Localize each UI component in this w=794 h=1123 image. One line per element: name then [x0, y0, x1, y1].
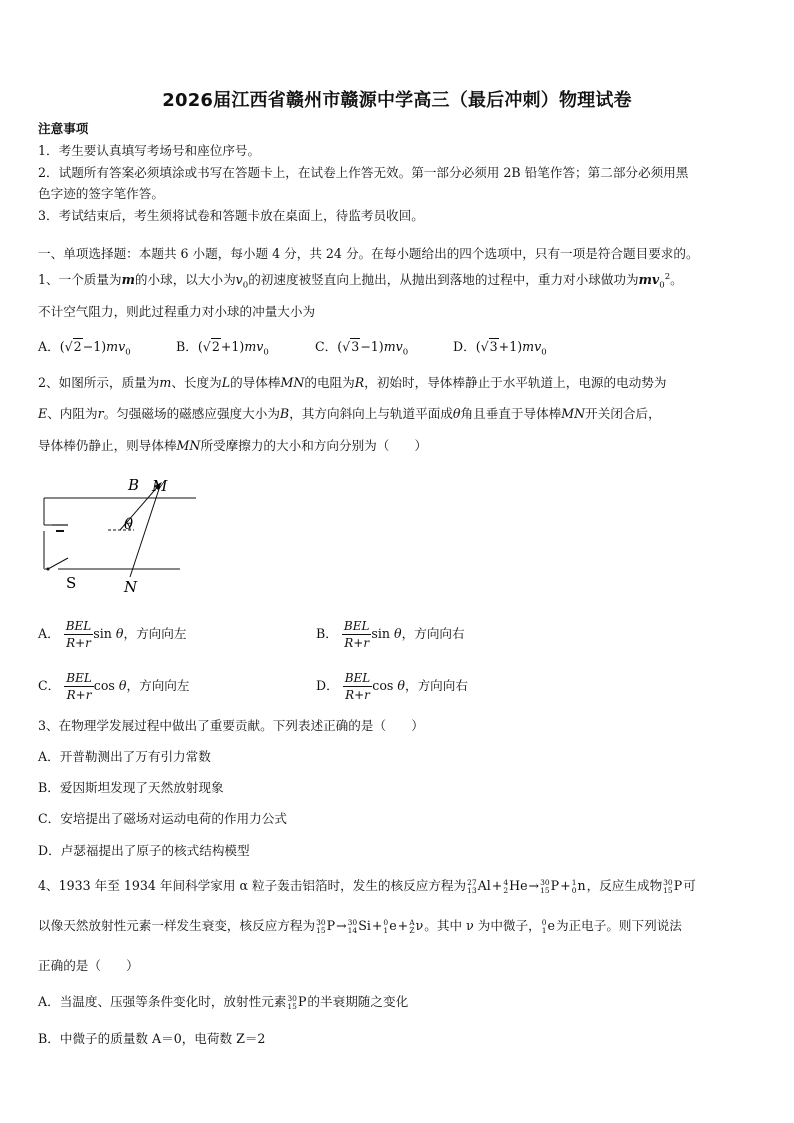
q2-option-d[interactable]: D． $\frac{\text{BEL}}{R+r}$ cos θ，方向向右: [316, 671, 468, 702]
q1-option-b[interactable]: B．$(√2+1)mv_0$: [176, 339, 269, 358]
q1-option-c[interactable]: C．$(√3-1)mv_0$: [315, 339, 409, 358]
conductor-rod: [130, 486, 160, 577]
circuit-figure: [38, 472, 208, 600]
question-3-stem: 3、在物理学发展过程中做出了重要贡献。下列表述正确的是（ ）: [38, 718, 424, 733]
notice-item: 色字迹的签字笔作答。: [38, 186, 164, 201]
nuclide-p: 30 15P: [663, 877, 683, 895]
notice-item: 1．考生要认真填写考场号和座位序号。: [38, 143, 261, 158]
q1-option-d[interactable]: D．$(√3+1)mv_0$: [453, 339, 547, 358]
question-4-line-2: 以像天然放射性元素一样发生衰变，核反应方程为30 15P→30 14Si+0 1e+A Zν。其中 ν 为中微子，0 1e为正电子。则下列说法: [38, 917, 682, 935]
section-heading: 一、单项选择题：本题共 6 小题，每小题 4 分，共 24 分。在每小题给出的四个选项中，只有一项是符合题目要求的。: [38, 246, 699, 261]
question-2-line-2: E、内阻为r。匀强磁场的磁感应强度大小为B，其方向斜向上与轨道平面成θ角且垂直于导体棒MN开关闭合后，: [38, 406, 661, 421]
fraction: $\frac{\text{BEL}}{R+r}$: [65, 619, 92, 650]
question-2-line-3: 导体棒仍静止，则导体棒MN所受摩擦力的大小和方向分别为（ ）: [38, 438, 428, 453]
page-title: 2026届江西省赣州市赣源中学高三（最后冲刺）物理试卷: [162, 90, 632, 111]
nuclide-p: 30 15P: [316, 917, 336, 935]
question-4-line-3: 正确的是（ ）: [38, 958, 139, 973]
label-s: S: [66, 574, 77, 592]
q3-option-b[interactable]: B．爱因斯坦发现了天然放射现象: [38, 780, 224, 795]
nuclide-e: 0 1e: [541, 917, 555, 935]
question-2-line-1: 2、如图所示，质量为m、长度为L的导体棒MN的电阻为R，初始时，导体棒静止于水平轨道上，电源的电动势为: [38, 375, 667, 390]
nuclide-al: 27 13Al: [467, 877, 491, 895]
q1-option-a[interactable]: A．$(√2-1)mv_0$: [38, 339, 131, 358]
notice-item: 3．考试结束后，考生须将试卷和答题卡放在桌面上，待监考员收回。: [38, 208, 424, 223]
nuclide-he: 4 2He: [503, 877, 528, 895]
question-1-line-1: 1、一个质量为m的小球，以大小为$v_0$的初速度被竖直向上抛出，从抛出到落地的过程中，重力对小球做功为$mv_0^2$。: [38, 272, 683, 291]
nuclide-p: 30 15P: [287, 993, 307, 1011]
nuclide-p: 30 15P: [540, 877, 560, 895]
q3-option-c[interactable]: C．安培提出了磁场对运动电荷的作用力公式: [38, 811, 287, 826]
fraction: $\frac{\text{BEL}}{R+r}$: [344, 671, 371, 702]
question-1-line-2: 不计空气阻力，则此过程重力对小球的冲量大小为: [38, 304, 316, 319]
label-m: M: [152, 477, 168, 495]
q2-option-a[interactable]: A． $\frac{\text{BEL}}{R+r}$ sin θ，方向向左: [38, 619, 187, 650]
nuclide-n: 1 0n: [571, 877, 586, 895]
notice-item: 2．试题所有答案必须填涂或书写在答题卡上，在试卷上作答无效。第一部分必须用 2B 铅笔作答；第二部分必须用黑: [38, 165, 689, 180]
fraction: $\frac{\text{BEL}}{R+r}$: [343, 619, 370, 650]
nuclide-v: A Zν: [409, 917, 424, 935]
q3-option-a[interactable]: A．开普勒测出了万有引力常数: [38, 749, 211, 764]
switch-blade: [48, 558, 68, 569]
label-theta: θ: [124, 515, 134, 533]
label-b: B: [128, 476, 140, 494]
q2-option-b[interactable]: B． $\frac{\text{BEL}}{R+r}$ sin θ，方向向右: [316, 619, 465, 650]
label-n: N: [124, 578, 138, 596]
q4-option-a[interactable]: A．当温度、压强等条件变化时，放射性元素30 15P的半衰期随之变化: [38, 993, 409, 1011]
q3-option-d[interactable]: D．卢瑟福提出了原子的核式结构模型: [38, 843, 250, 858]
question-4-line-1: 4、1933 年至 1934 年间科学家用 α 粒子轰击铝箔时，发生的核反应方程为27 13Al+4 2He→30 15P+1 0n，反应生成物30 15P可: [38, 877, 696, 895]
q4-option-b[interactable]: B．中微子的质量数 A＝0，电荷数 Z＝2: [38, 1031, 266, 1046]
notice-heading: 注意事项: [38, 121, 89, 136]
q2-option-c[interactable]: C． $\frac{\text{BEL}}{R+r}$ cos θ，方向向左: [38, 671, 190, 702]
nuclide-e: 0 1e: [383, 917, 397, 935]
nuclide-si: 30 14Si: [347, 917, 371, 935]
fraction: $\frac{\text{BEL}}{R+r}$: [66, 671, 92, 702]
